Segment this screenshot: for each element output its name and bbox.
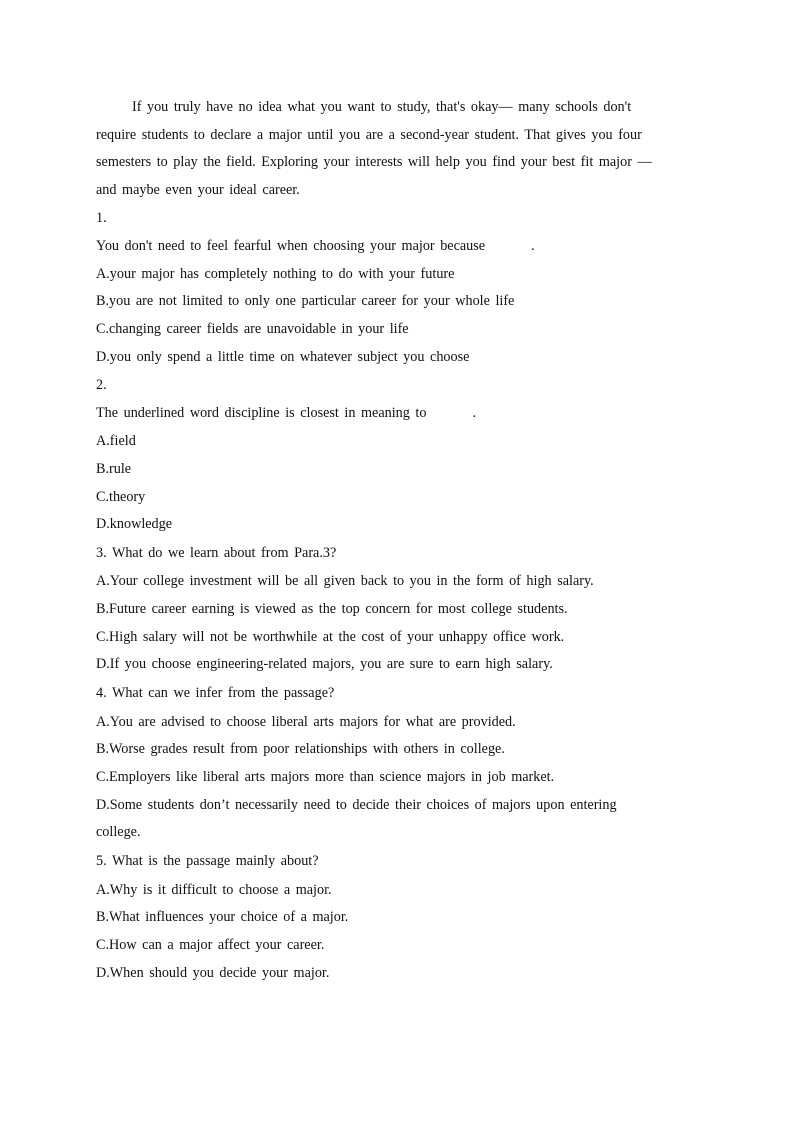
question-stem-end: .	[472, 405, 476, 422]
option-a: A.Why is it difficult to choose a major.	[96, 881, 332, 898]
option-d: D.knowledge	[96, 516, 173, 533]
question-number: 3.	[96, 544, 107, 561]
option-b: B.rule	[96, 460, 132, 477]
question-3	[96, 539, 676, 679]
option-d: D.you only spend a little time on whatever subject you choose	[96, 348, 470, 365]
question-stem-text: What is the passage mainly about?	[111, 853, 319, 870]
question-stem-end: .	[531, 238, 535, 254]
option-d: D.When should you decide your major.	[96, 964, 330, 981]
question-2	[96, 371, 676, 538]
option-c: C.Employers like liberal arts majors more than science majors in job market.	[96, 769, 555, 785]
passage-line: and maybe even your ideal career.	[96, 181, 300, 198]
option-b: B.Future career earning is viewed as the top concern for most college students.	[96, 601, 568, 618]
option-d: D.If you choose engineering-related majors, you are sure to earn high salary.	[96, 656, 553, 673]
option-a: A.You are advised to choose liberal arts majors for what are provided.	[96, 713, 516, 730]
question-header	[96, 847, 676, 877]
question-4	[96, 679, 676, 847]
option-b: B.What influences your choice of a major.	[96, 909, 349, 926]
option-b: B.you are not limited to only one particular career for your whole life	[96, 293, 515, 310]
question-stem-text: You don't need to feel fearful when choosing your major because	[96, 238, 486, 254]
document-content	[96, 94, 676, 987]
option-a: A.your major has completely nothing to do with your future	[96, 265, 455, 282]
option-b: B.Worse grades result from poor relationships with others in college.	[96, 741, 505, 758]
passage-paragraph	[96, 94, 676, 204]
option-c: C.How can a major affect your career.	[96, 936, 325, 953]
question-number: 5.	[96, 853, 107, 870]
question-header	[96, 539, 676, 569]
question-number: 4.	[96, 685, 107, 702]
passage-line: If you truly have no idea what you want to study, that's okay— many schools don't	[132, 99, 632, 115]
option-a: A.Your college investment will be all given back to you in the form of high salary.	[96, 573, 594, 590]
option-c: C.changing career fields are unavoidable in your life	[96, 321, 409, 338]
option-c: C.theory	[96, 488, 146, 505]
question-stem-text: What do we learn about from Para.3?	[111, 544, 337, 561]
question-5	[96, 847, 676, 987]
question-stem	[96, 400, 676, 428]
question-1	[96, 204, 676, 371]
option-d: D.Some students don’t necessarily need to decide their choices of majors upon entering	[96, 796, 617, 813]
question-number: 1.	[96, 210, 107, 226]
question-stem	[96, 233, 676, 261]
option-a: A.field	[96, 433, 136, 450]
question-stem-text: What can we infer from the passage?	[111, 685, 335, 702]
question-number: 2.	[96, 377, 107, 394]
passage-line: semesters to play the field. Exploring your interests will help you find your best fit major —	[96, 154, 652, 170]
question-stem-text: The underlined word discipline is closest in meaning to	[96, 405, 427, 422]
passage-line: require students to declare a major until you are a second-year student. That gives you four	[96, 126, 642, 143]
option-d-continuation: college.	[96, 824, 141, 841]
option-c: C.High salary will not be worthwhile at the cost of your unhappy office work.	[96, 628, 565, 645]
question-header	[96, 679, 676, 709]
